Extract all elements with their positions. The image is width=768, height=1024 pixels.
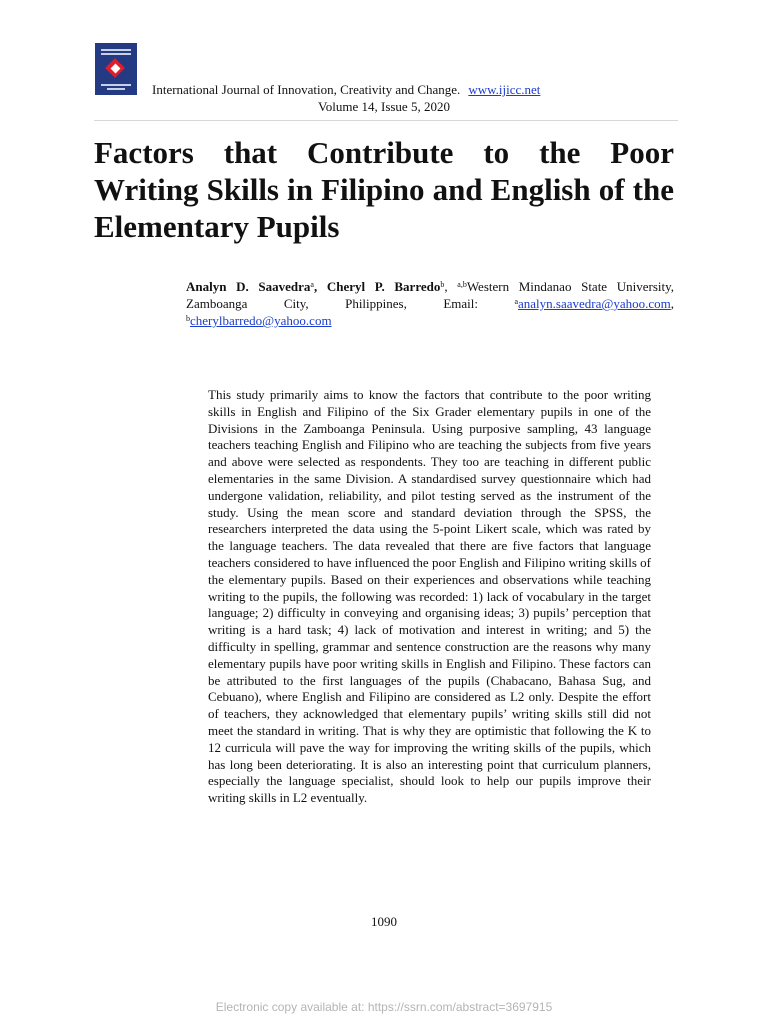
ssrn-footer-note: Electronic copy available at: https://ssrn.com/abstract=3697915: [215, 1000, 553, 1014]
email-sup: b: [186, 314, 190, 323]
journal-name: International Journal of Innovation, Creativity and Change.: [152, 82, 461, 97]
journal-url-link[interactable]: www.ijicc.net: [468, 82, 541, 97]
author-sup: a: [310, 280, 314, 289]
abstract-text: This study primarily aims to know the factors that contribute to the poor writing skills in English and Filipino of the Six Grader elementary pupils in one of the Divisions in the Zamboanga Peninsula. Using purposive sampling, 43 language teachers teaching English and Filipino who are teaching the subjects from five years and above were selected as respondents. They too are teaching in different public elementaries in the same Division. A standardised survey questionnaire which had undergone validation, reliability, and pilot testing served as the instrument of the study. Using the mean score and standard deviation through the SPSS, the researchers interpreted the data using the 5-point Likert scale, which was rated by the language teachers. The data revealed that there are five factors that language teachers considered to have influenced the poor English and Filipino writing skills of the elementary pupils. Based on their experiences and observations while teaching writing to the pupils, the following was recorded: 1) lack of vocabulary in the target language; 2) difficulty in conveying and organising ideas; 3) pupils’ perception that writing is a hard task; 4) lack of motivation and interest in writing; and 5) the difficulty in spelling, grammar and sentence construction are the reasons why many elementary pupils have poor writing skills in English and Filipino. These factors can be attributed to the first languages of the pupils (Chabacano, Bahasa Sug, and Cebuano), where English and Filipino are considered as L2 only. Despite the effort of teachers, they acknowledged that elementary pupils’ writing skills still did not meet the standard in writing. That is why they are optimistic that following the K to 12 curricula will pave the way for improving the writing skills of the pupils, which has long been deteriorating. It is also an interesting point that curriculum planners, especially the language specialist, should look to help our pupils improve their writing skills in L2 eventually.: [208, 387, 651, 806]
affiliation-sup: a,b: [457, 280, 467, 289]
volume-issue: Volume 14, Issue 5, 2020: [318, 99, 450, 114]
author-block: Analyn D. Saavedra$^a$, Cheryl P. Barredo$^b$, $^{a,b}$Western Mindanao State University, Zamboanga City, Philippines, Email: $^a$analyn.saavedra@yahoo.com, $^b$cherylbarredo@yahoo.com: [186, 279, 675, 328]
page-number: 1090: [371, 914, 397, 929]
author-name: Analyn D. Saavedra: [186, 279, 311, 294]
logo-text-line: [101, 49, 131, 51]
logo-text-line: [101, 84, 131, 86]
author-sup: b: [440, 280, 445, 289]
author-separator: ,: [313, 279, 327, 294]
author-name: Cheryl P. Barredo: [326, 279, 441, 294]
journal-header: [152, 82, 672, 98]
header-divider: [94, 120, 678, 121]
email-sup: a: [514, 297, 519, 306]
affiliation: Western Mindanao State University, Zamboanga City, Philippines, Email:: [186, 279, 675, 311]
logo-text-line: [107, 88, 125, 90]
logo-text-line: [101, 53, 131, 55]
email-link[interactable]: analyn.saavedra@yahoo.com: [518, 296, 671, 311]
email-link[interactable]: cherylbarredo@yahoo.com: [190, 313, 332, 328]
journal-logo: [95, 43, 137, 95]
paper-title: Factors that Contribute to the Poor Writing Skills in Filipino and English of the Elementary Pupils: [94, 135, 674, 244]
